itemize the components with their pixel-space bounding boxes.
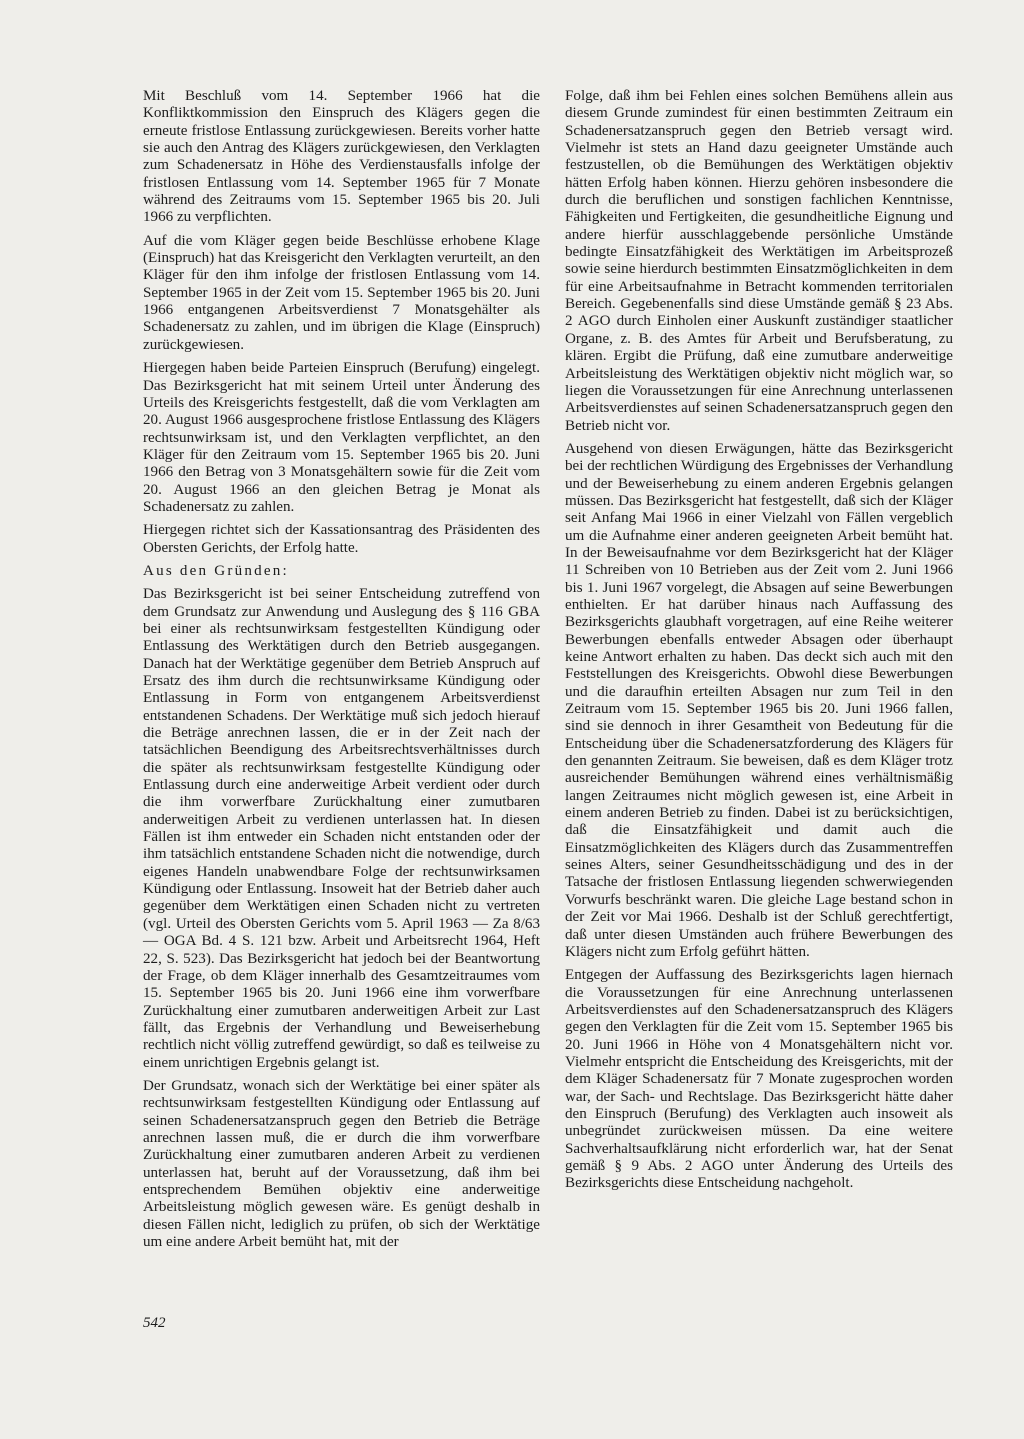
paragraph: Der Grundsatz, wonach sich der Werktätige bei einer später als rechtsunwirksam festgestellten Kündigung oder Entlassung auf seinen Schadenersatzanspruch gegen den Betrieb die Beträge anrechnen lassen muß, die er durch die ihm vorwerfbare Zurückhaltung einer zumutbaren anderen Arbeit zu verdienen unterlassen hat, beruht auf der Voraussetzung, daß ihm bei entsprechendem Bemühen objektiv eine anderweitige Arbeitsleistung möglich gewesen wäre. Es genügt deshalb in diesen Fällen nicht, lediglich zu prüfen, ob sich der Werktätige um eine andere Arbeit bemüht hat, mit der: [143, 1077, 540, 1250]
paragraph: Hiergegen richtet sich der Kassationsantrag des Präsidenten des Obersten Gerichts, der Erfolg hatte.: [143, 522, 540, 556]
paragraph: Auf die vom Kläger gegen beide Beschlüsse erhobene Klage (Einspruch) hat das Kreisgericht den Verklagten verurteilt, an den Kläger für den ihm infolge der fristlosen Entlassung vom 14. September 1965 in der Zeit vom 15. September 1965 bis 20. Juni 1966 entgangenen Arbeitsverdienst 7 Monatsgehälter als Schadenersatz zu zahlen, und im übrigen die Klage (Einspruch) zurückgewiesen.: [143, 232, 540, 353]
paragraph: Entgegen der Auffassung des Bezirksgerichts lagen hiernach die Voraussetzungen für eine Anrechnung unterlassenen Arbeitsverdienstes auf den Schadenersatzanspruch des Klägers gegen den Verklagten für die Zeit vom 15. September 1965 bis 20. Juni 1966 in Höhe von 4 Monatsgehältern nicht vor. Vielmehr entspricht die Entscheidung des Kreisgerichts, mit der dem Kläger Schadenersatz für 7 Monate zugesprochen worden war, der Sach- und Rechtslage. Das Bezirksgericht hätte daher den Einspruch (Berufung) des Verklagten auch insoweit als unbegründet zurückweisen müssen. Da eine weitere Sachverhaltsaufklärung nicht erforderlich war, hat der Senat gemäß § 9 Abs. 2 AGO unter Änderung des Urteils des Bezirksgerichts diese Entscheidung nachgeholt.: [565, 967, 953, 1192]
right-column: [565, 88, 953, 1199]
paragraph: Ausgehend von diesen Erwägungen, hätte das Bezirksgericht bei der rechtlichen Würdigung des Ergebnisses der Verhandlung und der Beweiserhebung zu einem anderen Ergebnis gelangen müssen. Das Bezirksgericht hat festgestellt, daß sich der Kläger seit Anfang Mai 1966 in einer Vielzahl von Fällen vergeblich um die Aufnahme einer anderen geeigneten Arbeit bemüht hat. In der Beweisaufnahme vor dem Bezirksgericht hat der Kläger 11 Schreiben von 10 Betrieben aus der Zeit vom 2. Juni 1966 bis 1. Juni 1967 vorgelegt, die Absagen auf seine Bewerbungen enthielten. Er hat darüber hinaus nach Auffassung des Bezirksgerichts glaubhaft vorgetragen, auf eine Reihe weiterer Bewerbungen ebenfalls entweder Absagen oder überhaupt keine Antwort erhalten zu haben. Das deckt sich auch mit den Feststellungen des Kreisgerichts. Obwohl diese Bewerbungen und die daraufhin erteilten Absagen nur zum Teil in den Zeitraum vom 15. September 1965 bis 20. Juni 1966 fallen, sind sie dennoch in ihrer Gesamtheit von Bedeutung für die Entscheidung über die Schadenersatzforderung des Klägers für den genannten Zeitraum. Sie beweisen, daß es dem Kläger trotz ausreichender Bemühungen während eines verhältnismäßig langen Zeitraumes nicht möglich gewesen ist, eine Arbeit in einem anderen Betrieb zu finden. Dabei ist zu berücksichtigen, daß die Einsatzfähigkeit und damit auch die Einsatzmöglichkeiten des Klägers durch das Zusammentreffen seines Alters, seiner Gesundheitsschädigung und des in der Tatsache der fristlosen Entlassung liegenden schwerwiegenden Vorwurfs beschränkt waren. Die gleiche Lage bestand schon in der Zeit vor Mai 1966. Deshalb ist der Schluß gerechtfertigt, daß unter diesen Umständen auch frühere Bewerbungen des Klägers nicht zum Erfolg geführt hätten.: [565, 440, 953, 960]
paragraph: Folge, daß ihm bei Fehlen eines solchen Bemühens allein aus diesem Grunde zumindest für einen bestimmten Zeitraum ein Schadenersatzanspruch gegen den Betrieb versagt wird. Vielmehr ist stets an Hand dazu geeigneter Umstände auch festzustellen, ob die Bemühungen des Werktätigen objektiv hätten Erfolg haben können. Hierzu gehören insbesondere die durch die beruflichen und sonstigen fachlichen Kenntnisse, Fähigkeiten und Fertigkeiten, die gesundheitliche Eignung und andere hierfür ausschlaggebende persönliche Umstände bedingte Einsatzfähigkeit des Werktätigen im Arbeitsprozeß sowie seine hierdurch bestimmten Einsatzmöglichkeiten in dem für eine Arbeitsaufnahme in Betracht kommenden territorialen Bereich. Gegebenenfalls sind diese Umstände gemäß § 23 Abs. 2 AGO durch Einholen einer Auskunft zuständiger staatlicher Organe, z. B. des Amtes für Arbeit und Berufsberatung, zu klären. Ergibt die Prüfung, daß eine zumutbare anderweitige Arbeitsleistung des Werktätigen objektiv nicht möglich war, so liegen die Voraussetzungen für eine Anrechnung unterlassenen Arbeitsverdienstes auf seinen Schadenersatzanspruch gegen den Betrieb nicht vor.: [565, 88, 953, 434]
left-column: [143, 88, 540, 1257]
section-heading: Aus den Gründen:: [143, 562, 289, 579]
paragraph: Hiergegen haben beide Parteien Einspruch (Berufung) eingelegt. Das Bezirksgericht hat mit seinem Urteil unter Änderung des Urteils des Kreisgerichts festgestellt, daß die vom Verklagten am 20. August 1966 ausgesprochene fristlose Entlassung des Klägers rechtsunwirksam ist, und den Verklagten verpflichtet, an den Kläger für den Zeitraum vom 15. September 1965 bis 20. Juni 1966 den Betrag von 3 Monatsgehältern sowie für die Zeit vom 20. August 1966 an den gleichen Betrag je Monat als Schadenersatz zu zahlen.: [143, 360, 540, 515]
paragraph: Das Bezirksgericht ist bei seiner Entscheidung zutreffend von dem Grundsatz zur Anwendung und Auslegung des § 116 GBA bei einer als rechtsunwirksam festgestellten Kündigung oder Entlassung des Werktätigen durch den Betrieb ausgegangen. Danach hat der Werktätige gegenüber dem Betrieb Anspruch auf Ersatz des ihm durch die rechtsunwirksame Kündigung oder Entlassung in Form von entgangenem Arbeitsverdienst entstandenen Schadens. Der Werktätige muß sich jedoch hierauf die Beträge anrechnen lassen, die er in der Zeit nach der tatsächlichen Beendigung des Arbeitsrechtsverhältnisses durch die später als rechtsunwirksam festgestellte Kündigung oder Entlassung durch eine anderweitige Arbeit verdient oder durch die ihm vorwerfbare Zurückhaltung einer zumutbaren anderweitigen Arbeit zu verdienen unterlassen hat. In diesen Fällen ist ihm entweder ein Schaden nicht entstanden oder der ihm tatsächlich entstandene Schaden nicht die notwendige, durch eigenes Handeln unabwendbare Folge der rechtsunwirksamen Kündigung oder Entlassung. Insoweit hat der Betrieb daher auch gegenüber dem Werktätigen einen Schaden nicht zu vertreten (vgl. Urteil des Obersten Gerichts vom 5. April 1963 — Za 8/63 — OGA Bd. 4 S. 121 bzw. Arbeit und Arbeitsrecht 1964, Heft 22, S. 523). Das Bezirksgericht hat jedoch bei der Beantwortung der Frage, ob dem Kläger innerhalb des Gesamtzeitraumes vom 15. September 1965 bis 20. Juni 1966 eine ihm vorwerfbare Zurückhaltung einer zumutbaren anderweitigen Arbeit zur Last fällt, das Ergebnis der Verhandlung und Beweiserhebung rechtlich nicht völlig zutreffend gewürdigt, so daß es teilweise zu einem unrichtigen Ergebnis gelangt ist.: [143, 586, 540, 1071]
page-number: 542: [143, 1315, 166, 1331]
paragraph: Mit Beschluß vom 14. September 1966 hat die Konfliktkommission den Einspruch des Klägers gegen die erneute fristlose Entlassung zurückgewiesen. Bereits vorher hatte sie auch den Antrag des Klägers zurückgewiesen, den Verklagten zum Schadenersatz in Höhe des Verdienstausfalls infolge der fristlosen Entlassung vom 14. September 1965 für 7 Monate während des Zeitraums vom 15. September 1965 bis 20. Juli 1966 zu verpflichten.: [143, 88, 540, 226]
